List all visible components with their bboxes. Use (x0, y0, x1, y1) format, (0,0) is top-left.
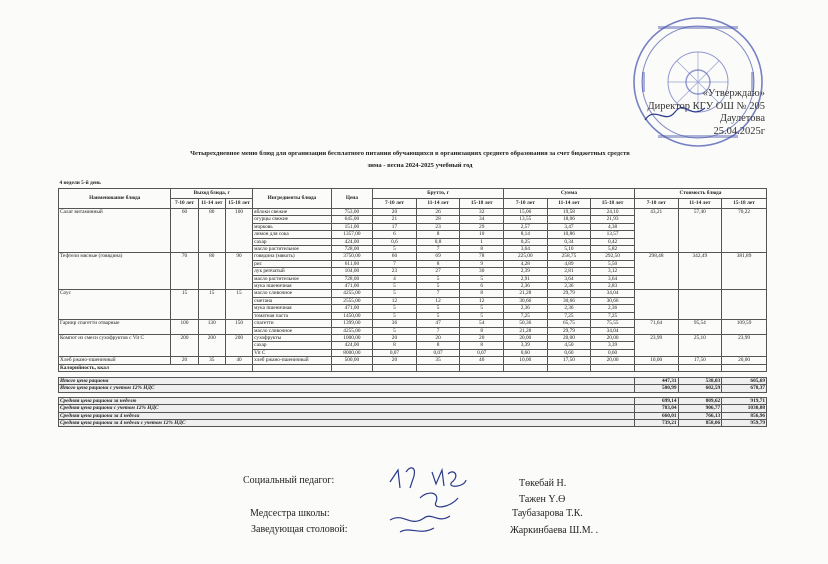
sum-value: 17,50 (547, 357, 591, 364)
sum-value: 20,00 (547, 334, 591, 341)
gross-value: 5 (416, 283, 460, 290)
gross-value: 8 (460, 342, 504, 349)
total-row (59, 419, 767, 426)
header-age-2: 11-14 лет (416, 199, 460, 209)
sum-value: 0,60 (504, 349, 548, 356)
dish-cost: 342,49 (678, 253, 722, 290)
sum-value: 21,93 (591, 216, 635, 223)
gross-value: 8 (373, 342, 417, 349)
sum-value: 3,64 (547, 275, 591, 282)
sum-value: 29,79 (547, 290, 591, 297)
gross-value: 5 (416, 312, 460, 319)
nurse-label: Медсестра школы: (250, 508, 330, 519)
gross-value: 5 (416, 305, 460, 312)
empty-cell (678, 364, 722, 371)
dish-cost: 10,00 (634, 357, 678, 364)
dish-name: Гарнир спагетти отварные (59, 320, 171, 335)
ingredient-price: 471,00 (331, 283, 372, 290)
gross-value: 1 (460, 238, 504, 245)
gross-value: 5 (373, 283, 417, 290)
sum-value: 20,00 (591, 334, 635, 341)
director-signature (640, 100, 710, 130)
ingredient-row (59, 209, 767, 216)
sum-value: 2,36 (591, 305, 635, 312)
total-value: 699,14 (634, 397, 678, 404)
calories-label: Калорийность, ккал (59, 364, 253, 371)
sum-value: 18,06 (547, 216, 591, 223)
ingredient-name: масло сливочное (253, 327, 332, 334)
total-label: Средняя цена рациона с учетом 12% НДС (59, 405, 635, 412)
gross-value: 0,8 (416, 238, 460, 245)
gross-value: 4 (373, 275, 417, 282)
ingredient-price: 424,00 (331, 238, 372, 245)
gross-value: 20 (373, 209, 417, 216)
menu-table-body (59, 209, 767, 427)
ingredient-row (59, 290, 767, 297)
sum-value: 0,60 (591, 349, 635, 356)
gross-value: 12 (460, 297, 504, 304)
sum-value: 75,55 (591, 320, 635, 327)
yield-value: 60 (171, 209, 198, 253)
sum-value: 8,14 (504, 231, 548, 238)
gross-value: 5 (373, 305, 417, 312)
yield-value: 200 (171, 334, 198, 356)
dish-cost (634, 290, 678, 320)
gross-value: 5 (460, 305, 504, 312)
dish-cost (722, 290, 767, 320)
ingredient-price: 8000,00 (331, 349, 372, 356)
gross-value: 20 (416, 334, 460, 341)
ingredient-price: 753,00 (331, 209, 372, 216)
ingredient-price: 1000,00 (331, 334, 372, 341)
total-value: 602,59 (678, 385, 722, 392)
sum-value: 29,79 (547, 327, 591, 334)
total-label: Итого цена рациона с учетом 12% НДС (59, 385, 635, 392)
approval-line-2: Директор КГУ ОШ № 205 (647, 100, 765, 112)
ingredient-name: масло растительное (253, 275, 332, 282)
yield-value: 70 (171, 253, 198, 290)
ingredient-price: 424,00 (331, 342, 372, 349)
total-value: 906,77 (678, 405, 722, 412)
sum-value: 2,57 (504, 223, 548, 230)
ingredient-price: 728,00 (331, 246, 372, 253)
header-age-1: 7-10 лет (634, 199, 678, 209)
empty-cell (331, 364, 372, 371)
ingredient-name: масло растительное (253, 246, 332, 253)
gross-value: 0,07 (460, 349, 504, 356)
document-title: Четырехдневное меню блюд для организации бесплатного питания обучающихся в организациях среднего образования за счет бюджетных средств (190, 150, 630, 157)
header-age-3: 15-18 лет (722, 199, 767, 209)
gross-value: 30 (460, 268, 504, 275)
header-gross: Брутто, г (373, 189, 504, 199)
ingredient-name: огурцы свежие (253, 216, 332, 223)
gross-value: 5 (460, 312, 504, 319)
ingredient-price: 3750,00 (331, 253, 372, 260)
sum-value: 2,91 (504, 275, 548, 282)
ingredient-price: 4255,00 (331, 327, 372, 334)
gross-value: 20 (460, 334, 504, 341)
total-row (59, 377, 767, 384)
dish-name: Хлеб ржано-пшеничный (59, 357, 171, 364)
yield-value: 200 (225, 334, 252, 356)
gross-value: 0,07 (416, 349, 460, 356)
social-pedagogue-label: Социальный педагог: (243, 475, 335, 486)
gross-value: 8 (416, 260, 460, 267)
gross-value: 8 (460, 290, 504, 297)
header-age-3: 15-18 лет (225, 199, 252, 209)
gross-value: 12 (416, 297, 460, 304)
sum-value: 30,66 (547, 297, 591, 304)
handwritten-signatures (380, 462, 480, 542)
sum-value: 10,86 (547, 231, 591, 238)
gross-value: 23 (373, 268, 417, 275)
total-value: 919,71 (722, 397, 767, 404)
empty-cell (253, 364, 332, 371)
total-row (59, 397, 767, 404)
header-age-2: 11-14 лет (678, 199, 722, 209)
yield-value: 130 (198, 320, 225, 335)
sum-value: 24,10 (591, 209, 635, 216)
total-value: 739,21 (634, 419, 678, 426)
ingredient-name: рис (253, 260, 332, 267)
dish-cost: 381,89 (722, 253, 767, 290)
sum-value: 5,10 (547, 246, 591, 253)
social-pedagogue-name-1: Төкебай Н. (519, 478, 567, 489)
gross-value: 20 (373, 357, 417, 364)
total-value: 766,13 (678, 412, 722, 419)
sum-value: 20,00 (591, 357, 635, 364)
sum-value: 20,00 (504, 334, 548, 341)
sum-value: 2,36 (504, 283, 548, 290)
dish-name: Соус (59, 290, 171, 320)
total-value: 783,04 (634, 405, 678, 412)
week-label: 4 недели 5-й день (59, 180, 101, 186)
sum-value: 13,57 (591, 231, 635, 238)
empty-cell (416, 364, 460, 371)
yield-value: 15 (171, 290, 198, 320)
sum-value: 0,25 (504, 238, 548, 245)
sum-value: 292,50 (591, 253, 635, 260)
total-value: 1030,08 (722, 405, 767, 412)
total-value: 538,03 (678, 377, 722, 384)
header-age-3: 15-18 лет (591, 199, 635, 209)
ingredient-price: 1399,00 (331, 320, 372, 327)
ingredient-name: спагетти (253, 320, 332, 327)
dish-cost: 298,48 (634, 253, 678, 290)
ingredient-name: сметана (253, 297, 332, 304)
total-label: Средняя цена рациона за неделю (59, 397, 635, 404)
gross-value: 40 (460, 357, 504, 364)
dish-cost: 20,00 (722, 357, 767, 364)
yield-value: 80 (198, 209, 225, 253)
total-row (59, 385, 767, 392)
total-value: 678,37 (722, 385, 767, 392)
gross-value: 7 (416, 246, 460, 253)
ingredient-row (59, 253, 767, 260)
sum-value: 2,36 (547, 305, 591, 312)
gross-value: 8 (416, 231, 460, 238)
ingredient-name: Vit C (253, 349, 332, 356)
sum-value: 7,25 (504, 312, 548, 319)
total-label: Средняя цена рациона за 4 недели (59, 412, 635, 419)
header-yield: Выход блюда, г (171, 189, 253, 199)
ingredient-name: мука пшеничная (253, 283, 332, 290)
ingredient-row (59, 334, 767, 341)
gross-value: 69 (416, 253, 460, 260)
yield-value: 80 (198, 253, 225, 290)
canteen-head-name: Жаркинбаева Ш.М. . (510, 525, 599, 536)
header-ingredients: Ингредиенты блюда (253, 189, 332, 209)
total-value: 809,62 (678, 397, 722, 404)
yield-value: 150 (225, 320, 252, 335)
header-age-1: 7-10 лет (504, 199, 548, 209)
ingredient-price: 471,00 (331, 305, 372, 312)
ingredient-price: 104,00 (331, 268, 372, 275)
ingredient-name: морковь (253, 223, 332, 230)
yield-value: 15 (198, 290, 225, 320)
yield-value: 15 (225, 290, 252, 320)
sum-value: 2,36 (547, 283, 591, 290)
ingredient-name: сухофрукты (253, 334, 332, 341)
total-value: 660,01 (634, 412, 678, 419)
sum-value: 4,50 (547, 342, 591, 349)
gross-value: 78 (460, 253, 504, 260)
dish-cost: 17,50 (678, 357, 722, 364)
yield-value: 90 (225, 253, 252, 290)
approval-date: 25.04.2025г (713, 125, 765, 137)
sum-value: 7,25 (547, 312, 591, 319)
gross-value: 36 (373, 320, 417, 327)
social-pedagogue-name-2: Тажен Ү.Ө (519, 494, 566, 505)
sum-value: 34,04 (591, 290, 635, 297)
sum-value: 65,75 (547, 320, 591, 327)
nurse-name: Таубазарова Т.К. (512, 508, 583, 519)
canteen-head-label: Заведующая столовой: (251, 524, 348, 535)
approval-line-3: Даулетова (719, 113, 765, 124)
menu-table (58, 180, 767, 427)
dish-cost: 57,40 (678, 209, 722, 253)
dish-cost: 70,22 (722, 209, 767, 253)
document-subtitle: зима - весна 2024-2025 учебный год (367, 162, 473, 169)
ingredient-row (59, 320, 767, 327)
gross-value: 47 (416, 320, 460, 327)
ingredient-price: 728,00 (331, 275, 372, 282)
gross-value: 20 (373, 334, 417, 341)
gross-value: 17 (373, 223, 417, 230)
header-age-3: 15-18 лет (460, 199, 504, 209)
ingredient-price: 611,00 (331, 260, 372, 267)
dish-cost: 25,10 (678, 334, 722, 356)
menu-table-header (59, 180, 767, 209)
gross-value: 23 (416, 223, 460, 230)
gross-value: 34 (460, 216, 504, 223)
sum-value: 0,42 (591, 238, 635, 245)
gross-value: 5 (416, 275, 460, 282)
ingredient-price: 1450,00 (331, 312, 372, 319)
dish-name: Тефтели мясные (говядина) (59, 253, 171, 290)
gross-value: 0,6 (373, 238, 417, 245)
gross-value: 26 (416, 209, 460, 216)
dish-name: Салат витаминный (59, 209, 171, 253)
gross-value: 5 (373, 312, 417, 319)
sum-value: 19,58 (547, 209, 591, 216)
ingredient-name: мука пшеничная (253, 305, 332, 312)
total-value: 447,31 (634, 377, 678, 384)
sum-value: 4,28 (504, 260, 548, 267)
total-label: Итого цена рациона (59, 377, 635, 384)
gross-value: 54 (460, 320, 504, 327)
sum-value: 0,60 (547, 349, 591, 356)
sum-value: 10,00 (504, 357, 548, 364)
gross-value: 21 (373, 216, 417, 223)
sum-value: 2,81 (547, 268, 591, 275)
ingredient-name: сахар (253, 342, 332, 349)
header-sum: Сумма (504, 189, 635, 199)
sum-value: 0,34 (547, 238, 591, 245)
dish-cost: 23,99 (722, 334, 767, 356)
sum-value: 15,06 (504, 209, 548, 216)
ingredient-name: томатная паста (253, 312, 332, 319)
gross-value: 5 (373, 246, 417, 253)
gross-value: 8 (460, 327, 504, 334)
sum-value: 5,50 (591, 260, 635, 267)
empty-cell (722, 364, 767, 371)
dish-cost: 109,59 (722, 320, 767, 335)
gross-value: 35 (416, 357, 460, 364)
header-dish: Наименование блюда (59, 189, 171, 209)
yield-value: 100 (171, 320, 198, 335)
ingredient-name: хлеб ржано-пшеничный (253, 357, 332, 364)
empty-cell (591, 364, 635, 371)
header-cost: Стоимость блюда (634, 189, 766, 199)
total-value: 605,69 (722, 377, 767, 384)
ingredient-name: масло сливочное (253, 290, 332, 297)
header-age-1: 7-10 лет (373, 199, 417, 209)
ingredient-price: 151,00 (331, 223, 372, 230)
ingredient-price: 4255,00 (331, 290, 372, 297)
total-row (59, 405, 767, 412)
approval-line-1: «Утверждаю» (702, 88, 765, 99)
total-row (59, 412, 767, 419)
gross-value: 10 (460, 231, 504, 238)
yield-value: 35 (198, 357, 225, 364)
gross-value: 5 (373, 290, 417, 297)
sum-value: 5,82 (591, 246, 635, 253)
gross-value: 9 (460, 260, 504, 267)
empty-cell (373, 364, 417, 371)
total-value: 858,06 (678, 419, 722, 426)
sum-value: 4,89 (547, 260, 591, 267)
gross-value: 7 (416, 327, 460, 334)
dish-cost: 71,64 (634, 320, 678, 335)
sum-value: 2,83 (591, 283, 635, 290)
sum-value: 30,66 (504, 297, 548, 304)
yield-value: 100 (225, 209, 252, 253)
sum-value: 3,47 (547, 223, 591, 230)
empty-cell (634, 364, 678, 371)
sum-value: 3,39 (591, 342, 635, 349)
header-age-2: 11-14 лет (547, 199, 591, 209)
gross-value: 8 (416, 342, 460, 349)
ingredient-name: говядина (мякоть) (253, 253, 332, 260)
sum-value: 4,38 (591, 223, 635, 230)
gross-value: 5 (460, 275, 504, 282)
sum-value: 2,36 (504, 305, 548, 312)
header-age-2: 11-14 лет (198, 199, 225, 209)
sum-value: 3,64 (504, 246, 548, 253)
sum-value: 2,39 (504, 268, 548, 275)
dish-cost: 23,99 (634, 334, 678, 356)
header-age-1: 7-10 лет (171, 199, 198, 209)
dish-name: Компот из смеси сухофруктов с Vit C (59, 334, 171, 356)
dish-cost (678, 290, 722, 320)
total-value: 959,79 (722, 419, 767, 426)
gross-value: 7 (373, 260, 417, 267)
total-value: 500,99 (634, 385, 678, 392)
gross-value: 8 (460, 246, 504, 253)
header-price: Цена (331, 189, 372, 209)
gross-value: 29 (460, 223, 504, 230)
ingredient-name: лимон для сока (253, 231, 332, 238)
dish-cost: 95,54 (678, 320, 722, 335)
ingredient-name: сахар (253, 238, 332, 245)
sum-value: 13,55 (504, 216, 548, 223)
gross-value: 7 (416, 290, 460, 297)
sum-value: 21,28 (504, 290, 548, 297)
ingredient-price: 1357,00 (331, 231, 372, 238)
gross-value: 0,07 (373, 349, 417, 356)
sum-value: 3,12 (591, 268, 635, 275)
total-label: Средняя цена рациона за 4 недели с учетом 12% НДС (59, 419, 635, 426)
sum-value: 258,75 (547, 253, 591, 260)
sum-value: 3,64 (591, 275, 635, 282)
dish-cost: 43,21 (634, 209, 678, 253)
ingredient-name: яблоки свежие (253, 209, 332, 216)
total-value: 856,96 (722, 412, 767, 419)
gross-value: 6 (373, 231, 417, 238)
gross-value: 6 (460, 283, 504, 290)
empty-cell (460, 364, 504, 371)
sum-value: 50,36 (504, 320, 548, 327)
sum-value: 21,28 (504, 327, 548, 334)
yield-value: 20 (171, 357, 198, 364)
gross-value: 60 (373, 253, 417, 260)
calories-row (59, 364, 767, 371)
ingredient-price: 500,00 (331, 357, 372, 364)
empty-cell (547, 364, 591, 371)
empty-cell (504, 364, 548, 371)
ingredient-name: лук репчатый (253, 268, 332, 275)
sum-value: 3,39 (504, 342, 548, 349)
sum-value: 225,00 (504, 253, 548, 260)
sum-value: 7,25 (591, 312, 635, 319)
gross-value: 12 (373, 297, 417, 304)
gross-value: 27 (416, 268, 460, 275)
ingredient-row (59, 357, 767, 364)
yield-value: 200 (198, 334, 225, 356)
gross-value: 28 (416, 216, 460, 223)
yield-value: 40 (225, 357, 252, 364)
sum-value: 34,04 (591, 327, 635, 334)
ingredient-price: 2555,00 (331, 297, 372, 304)
ingredient-price: 645,00 (331, 216, 372, 223)
gross-value: 32 (460, 209, 504, 216)
gross-value: 5 (373, 327, 417, 334)
sum-value: 30,66 (591, 297, 635, 304)
